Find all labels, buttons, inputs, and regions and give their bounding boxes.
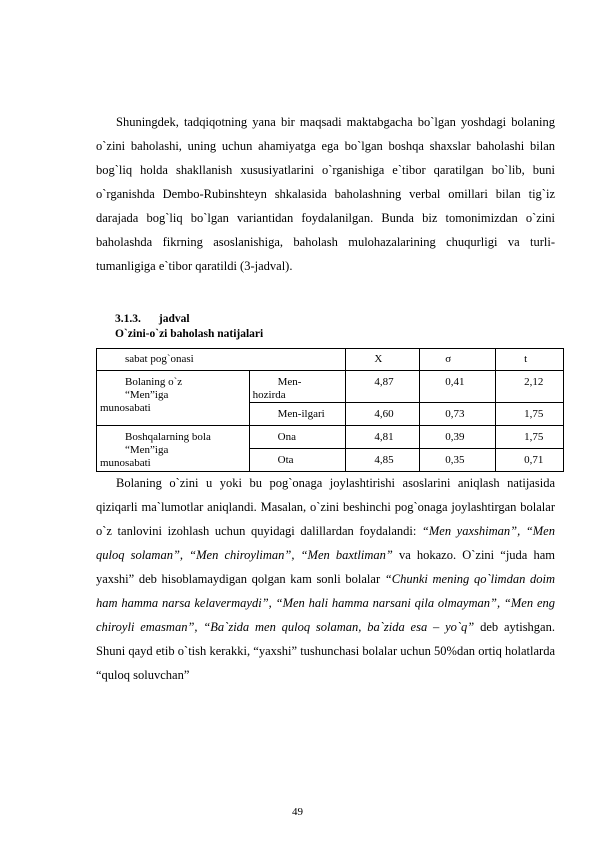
cell-t: 2,12: [496, 371, 564, 403]
cell-t: 0,71: [496, 449, 564, 472]
cell-x: 4,60: [346, 403, 420, 426]
table-row: [97, 371, 564, 403]
cell-sigma: 0,73: [420, 403, 496, 426]
group-label-others: Boshqalarning bola “Men”iga munosabati: [97, 426, 250, 472]
table-header-row: [97, 349, 564, 371]
table-row: [97, 426, 564, 449]
sub-label: Ota: [249, 449, 346, 472]
table-number-label: jadval: [158, 313, 190, 325]
header-cell-t: t: [496, 349, 564, 371]
table-title: O`zini-o`zi baholash natijalari: [115, 328, 264, 340]
cell-sigma: 0,35: [420, 449, 496, 472]
paragraph-results-text-a: Bolaning o`zini u yoki bu pog`onaga joylashtirishi asoslarini aniqlash natijasida qiziqarli ma`lumotlar aniqlandi. Masalan, o`zini beshinchi pog`onaga joylashtirgan bolalar o`z tanlovini izohlash uchun quyidagi dalillardan foydalandi:: [96, 476, 555, 538]
sub-label: Men- hozirda: [249, 371, 346, 403]
group-label-self: Bolaning o`z “Men”iga munosabati: [97, 371, 250, 426]
cell-sigma: 0,39: [420, 426, 496, 449]
cell-x: 4,81: [346, 426, 420, 449]
table-number-value: 3.1.3.: [115, 313, 141, 325]
cell-t: 1,75: [496, 403, 564, 426]
cell-x: 4,87: [346, 371, 420, 403]
paragraph-intro-text: Shuningdek, tadqiqotning yana bir maqsadi maktabgacha bo`lgan yoshdagi bolaning o`zini baholashi, uning uchun ahamiyatga ega bo`lgan boshqa shaxslar baholashi bilan bog`liq holda shakllanish xususiyatlarini o`rganishiga e`tibor qaratilgan bo`lib, buni o`rganishda Dembo-Rubinshteyn shkalasida baholashning verbal omillari bilan tig`iz darajada bog`liq bo`lgan variantidan foydalanilgan. Bunda biz tomonimizdan o`zini baholashda fikrning asoslanishiga, baholash mulohazalarining chuqurligi va turli-tumanligiga e`tibor qaratildi (3-jadval).: [96, 115, 555, 273]
sub-label: Men-ilgari: [249, 403, 346, 426]
cell-x: 4,85: [346, 449, 420, 472]
header-cell-x: X: [346, 349, 420, 371]
cell-t: 1,75: [496, 426, 564, 449]
paragraph-results-quote-a: “Men yaxshiman”, “Men quloq solaman”, “Men chiroyliman”, “Men baxtliman”: [96, 524, 555, 562]
paragraph-results-text-c: deb aytishgan. Shuni qayd etib o`tish kerakki, “yaxshi” tushunchasi bolalar uchun 50%dan ortiq holatlarda “quloq soluvchan”: [96, 620, 555, 682]
paragraph-results-quote-b: “Chunki mening qo`limdan doim ham hamma narsa kelavermaydi”, “Men hali hamma narsani qila olmayman”, “Men eng chiroyli emasman”, “Ba`zida men quloq solaman, ba`zida esa – yo`q”: [96, 572, 555, 634]
paragraph-results-text-b: va hokazo. O`zini “juda ham yaxshi” deb hisoblamaydigan qolgan kam sonli bolalar: [96, 548, 555, 586]
cell-sigma: 0,41: [420, 371, 496, 403]
paragraph-intro: [96, 110, 555, 278]
table-number: [115, 312, 190, 327]
header-cell-sigma: σ: [420, 349, 496, 371]
header-cell-level: sabat pog`onasi: [97, 349, 346, 371]
page-number: 49: [292, 806, 303, 818]
paragraph-results: [96, 471, 555, 687]
sub-label: Ona: [249, 426, 346, 449]
results-table: [96, 348, 564, 472]
